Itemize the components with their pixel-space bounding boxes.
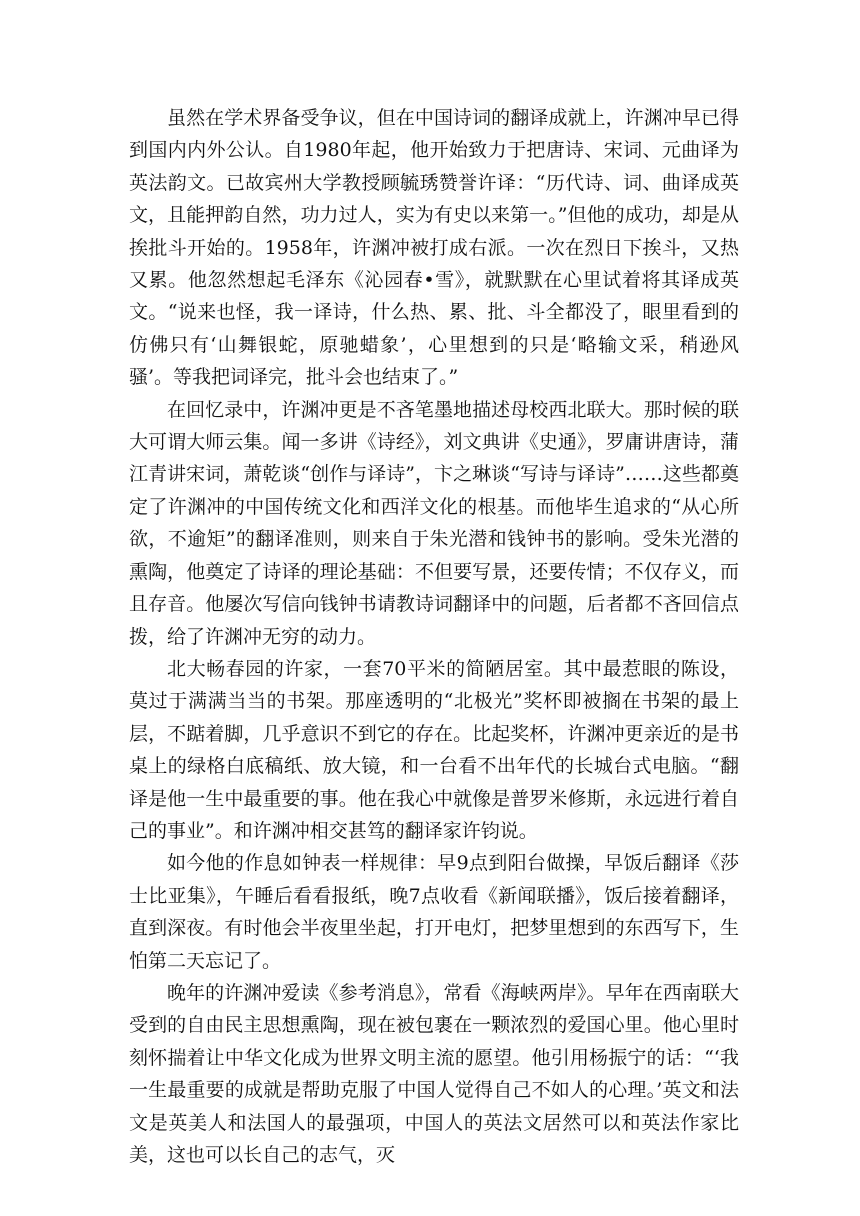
document-page [129, 102, 739, 1171]
paragraph-4: 如今他的作息如钟表一样规律：早9点到阳台做操，早饭后翻译《莎士比亚集》，午睡后看看报纸，晚7点收看《新闻联播》，饭后接着翻译，直到深夜。有时他会半夜里坐起，打开电灯，把梦里想到的东西写下，生怕第二天忘记了。 [129, 852, 739, 972]
paragraph-1: 虽然在学术界备受争议，但在中国诗词的翻译成就上，许渊冲早已得到国内内外公认。自1980年起，他开始致力于把唐诗、宋词、元曲译为英法韵文。已故宾州大学教授顾毓琇赞誉许译：“历代诗、词、曲译成英文，且能押韵自然，功力过人，实为有史以来第一。”但他的成功，却是从挨批斗开始的。1958年，许渊冲被打成右派。一次在烈日下挨斗，又热又累。他忽然想起毛泽东《沁园春•雪》，就默默在心里试着将其译成英文。“说来也怪，我一译诗，什么热、累、批、斗全都没了，眼里看到的仿佛只有‘山舞银蛇，原驰蜡象’，心里想到的只是‘略输文采，稍逊风骚’。等我把词译完，批斗会也结束了。” [129, 107, 739, 389]
paragraph-2: 在回忆录中，许渊冲更是不吝笔墨地描述母校西北联大。那时候的联大可谓大师云集。闻一多讲《诗经》，刘文典讲《史通》，罗庸讲唐诗，蒲江青讲宋词，萧乾谈“创作与译诗”，卞之琳谈“写诗与译诗”……这些都奠定了许渊冲的中国传统文化和西洋文化的根基。而他毕生追求的“从心所欲，不逾矩”的翻译准则，则来自于朱光潜和钱钟书的影响。受朱光潜的熏陶，他奠定了诗译的理论基础：不但要写景，还要传情；不仅存义，而且存音。他屡次写信向钱钟书请教诗词翻译中的问题，后者都不吝回信点拨，给了许渊冲无穷的动力。 [129, 398, 739, 648]
paragraph-3: 北大畅春园的许家，一套70平米的简陋居室。其中最惹眼的陈设，莫过于满满当当的书架。那座透明的“北极光”奖杯即被搁在书架的最上层，不踮着脚，几乎意识不到它的存在。比起奖杯，许渊冲更亲近的是书桌上的绿格白底稿纸、放大镜，和一台看不出年代的长城台式电脑。“翻译是他一生中最重要的事。他在我心中就像是普罗米修斯，永远进行着自己的事业”。和许渊冲相交甚笃的翻译家许钧说。 [129, 657, 739, 842]
paragraph-5: 晚年的许渊冲爱读《参考消息》，常看《海峡两岸》。早年在西南联大受到的自由民主思想熏陶，现在被包裹在一颗浓烈的爱国心里。他心里时刻怀揣着让中华文化成为世界文明主流的愿望。他引用杨振宁的话：“‘我一生最重要的成就是帮助克服了中国人觉得自己不如人的心理。’英文和法文是英美人和法国人的最强项，中国人的英法文居然可以和英法作家比美，这也可以长自己的志气，灭 [129, 981, 739, 1166]
